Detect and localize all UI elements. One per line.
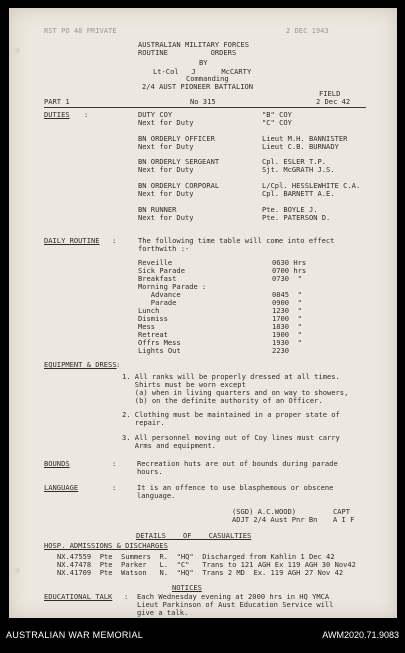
equipment-line: Arms and equipment. (122, 441, 216, 450)
casualty-row: NX.47478 Pte Parker L. "C" Trans to 121 AGH Ex 119 AGH 30 Nov42 (57, 560, 356, 569)
routine-item-time: 1230 " (272, 306, 302, 315)
duty-value: Lieut M.H. BANNISTER (262, 134, 348, 143)
duty-value: Cpl. ESLER T.P. (262, 157, 327, 166)
notices-heading: NOTICES (172, 583, 202, 592)
casualties-heading: DETAILS OF CASUALTIES (136, 531, 252, 540)
by-label: BY (199, 58, 208, 67)
commander-name: Lt-Col J McCARTY (153, 67, 252, 76)
routine-intro: The following time table will come into effect (138, 236, 335, 245)
routine-item-label: Offrs Mess (138, 338, 181, 347)
routine-item-label: Dismiss (138, 314, 168, 323)
field-label: FIELD (319, 89, 341, 98)
duty-value: "B" COY (262, 110, 292, 119)
notice-text: Each Wednesday evening at 2000 hrs in HQ YMCA (137, 592, 330, 601)
duty-value: Pte. BOYLE J. (262, 205, 318, 214)
duty-label: BN RUNNER (138, 205, 177, 214)
language-text: It is an offence to use blasphemous or obscene (137, 483, 334, 492)
duty-next-value: Lieut C.B. BURNADY (262, 142, 339, 151)
duty-next-label: Next for Duty (138, 189, 194, 198)
order-date: 2 Dec 42 (316, 97, 351, 106)
routine-intro-2: forthwith :- (138, 244, 190, 253)
duty-next-label: Next for Duty (138, 142, 194, 151)
faint-header-right: 2 DEC 1943 (286, 26, 329, 35)
equipment-line: repair. (122, 418, 165, 427)
routine-item-time: 0700 hrs (272, 266, 307, 275)
routine-item-time: 0730 " (272, 274, 302, 283)
header-rule (44, 107, 366, 108)
casualty-row: NX.47559 Pte Summers R. "HQ" Discharged from Kahlin 1 Dec 42 (57, 552, 335, 561)
org-title: AUSTRALIAN MILITARY FORCES (138, 40, 250, 49)
faint-header-left: RST PO 48 PRIVATE (44, 26, 117, 35)
equipment-line: (b) on the definite authority of an Officer. (122, 396, 323, 405)
routine-item-time: 0845 " (272, 290, 302, 299)
duty-label: DUTY COY (138, 110, 173, 119)
routine-item-label: Breakfast (138, 274, 177, 283)
routine-item-label: Reveille (138, 258, 173, 267)
daily-routine-colon: : (112, 236, 117, 245)
bounds-text: Recreation huts are out of bounds during parade (137, 459, 338, 468)
equipment-line: 2. Clothing must be maintained in a proper state of (122, 410, 340, 419)
equipment-line: Shirts must be worn except (122, 380, 246, 389)
duty-next-label: Next for Duty (138, 165, 194, 174)
routine-item-label: Parade (138, 298, 177, 307)
notice-text: Lieut Parkinson of Aust Education Service will (137, 600, 334, 609)
signature-name: (SGD) A.C.WOOD) (232, 507, 297, 516)
routine-item-time: 1930 " (272, 338, 302, 347)
hospital-subheading: HOSP. ADMISSIONS & DISCHARGES (44, 541, 168, 550)
daily-routine-heading: DAILY ROUTINE (44, 236, 100, 245)
equipment-colon: : (116, 360, 121, 369)
bounds-text: hours. (137, 467, 163, 476)
duty-label: BN ORDERLY OFFICER (138, 134, 215, 143)
duties-colon: : (84, 110, 89, 119)
footer-catalogue-id: AWM2020.71.9083 (322, 630, 399, 640)
punch-hole (15, 568, 20, 573)
routine-item-time: 0630 Hrs (272, 258, 307, 267)
routine-item-time: 2230 (272, 346, 290, 355)
duty-label: BN ORDERLY SERGEANT (138, 157, 220, 166)
language-colon: : (112, 483, 117, 492)
language-heading: LANGUAGE (44, 483, 79, 492)
routine-item-label: Morning Parade : (138, 282, 207, 291)
bounds-colon: : (112, 459, 117, 468)
routine-item-label: Sick Parade (138, 266, 185, 275)
duty-next-value: Cpl. BARNETT A.E. (262, 189, 335, 198)
duty-label: BN ORDERLY CORPORAL (138, 181, 220, 190)
routine-item-time: 0900 " (272, 298, 302, 307)
routine-item-label: Retreat (138, 330, 168, 339)
educational-talk-label: EDUCATIONAL TALK (44, 592, 113, 601)
org-subtitle: ROUTINE ORDERS (138, 48, 237, 57)
commanding-label: Commanding (186, 74, 229, 83)
equipment-line: 1. All ranks will be properly dressed at all times. (122, 372, 340, 381)
routine-item-label: Mess (138, 322, 156, 331)
language-text: language. (137, 491, 176, 500)
footer-institution: AUSTRALIAN WAR MEMORIAL (6, 630, 144, 640)
routine-item-time: 1900 " (272, 330, 302, 339)
educational-talk-colon: : (124, 592, 129, 601)
routine-item-time: 1700 " (272, 314, 302, 323)
routine-item-time: 1830 " (272, 322, 302, 331)
bounds-heading: BOUNDS (44, 459, 70, 468)
equipment-line: 3. All personnel moving out of Coy lines must carry (122, 433, 340, 442)
signature-title: ADJT 2/4 Aust Pnr Bn (232, 515, 318, 524)
order-number: No 315 (190, 97, 216, 106)
equipment-line: (a) when in living quarters and on way to showers, (122, 388, 349, 397)
duties-heading: DUTIES (44, 110, 70, 119)
routine-item-label: Lights Out (138, 346, 181, 355)
duty-next-label: Next for Duty (138, 118, 194, 127)
unit-name: 2/4 AUST PIONEER BATTALION (142, 82, 254, 91)
signature-aif: A I F (333, 515, 355, 524)
duty-next-value: Sjt. McGRATH J.S. (262, 165, 335, 174)
footer-bar (0, 618, 405, 653)
routine-item-label: Advance (138, 290, 181, 299)
routine-item-label: Lunch (138, 306, 160, 315)
duty-next-value: "C" COY (262, 118, 292, 127)
part-label: PART 1 (44, 97, 70, 106)
duty-value: L/Cpl. HESSLEWHITE C.A. (262, 181, 361, 190)
duty-next-label: Next for Duty (138, 213, 194, 222)
equipment-heading: EQUIPMENT & DRESS (44, 360, 117, 369)
casualty-row: NX.41709 Pte Watson N. "HQ" Trans 2 MD Ex. 119 AGH 27 Nov 42 (57, 568, 344, 577)
notice-text: give a talk. (137, 608, 189, 617)
duty-next-value: Pte. PATERSON D. (262, 213, 331, 222)
punch-hole (15, 48, 20, 53)
signature-rank: CAPT (333, 507, 351, 516)
